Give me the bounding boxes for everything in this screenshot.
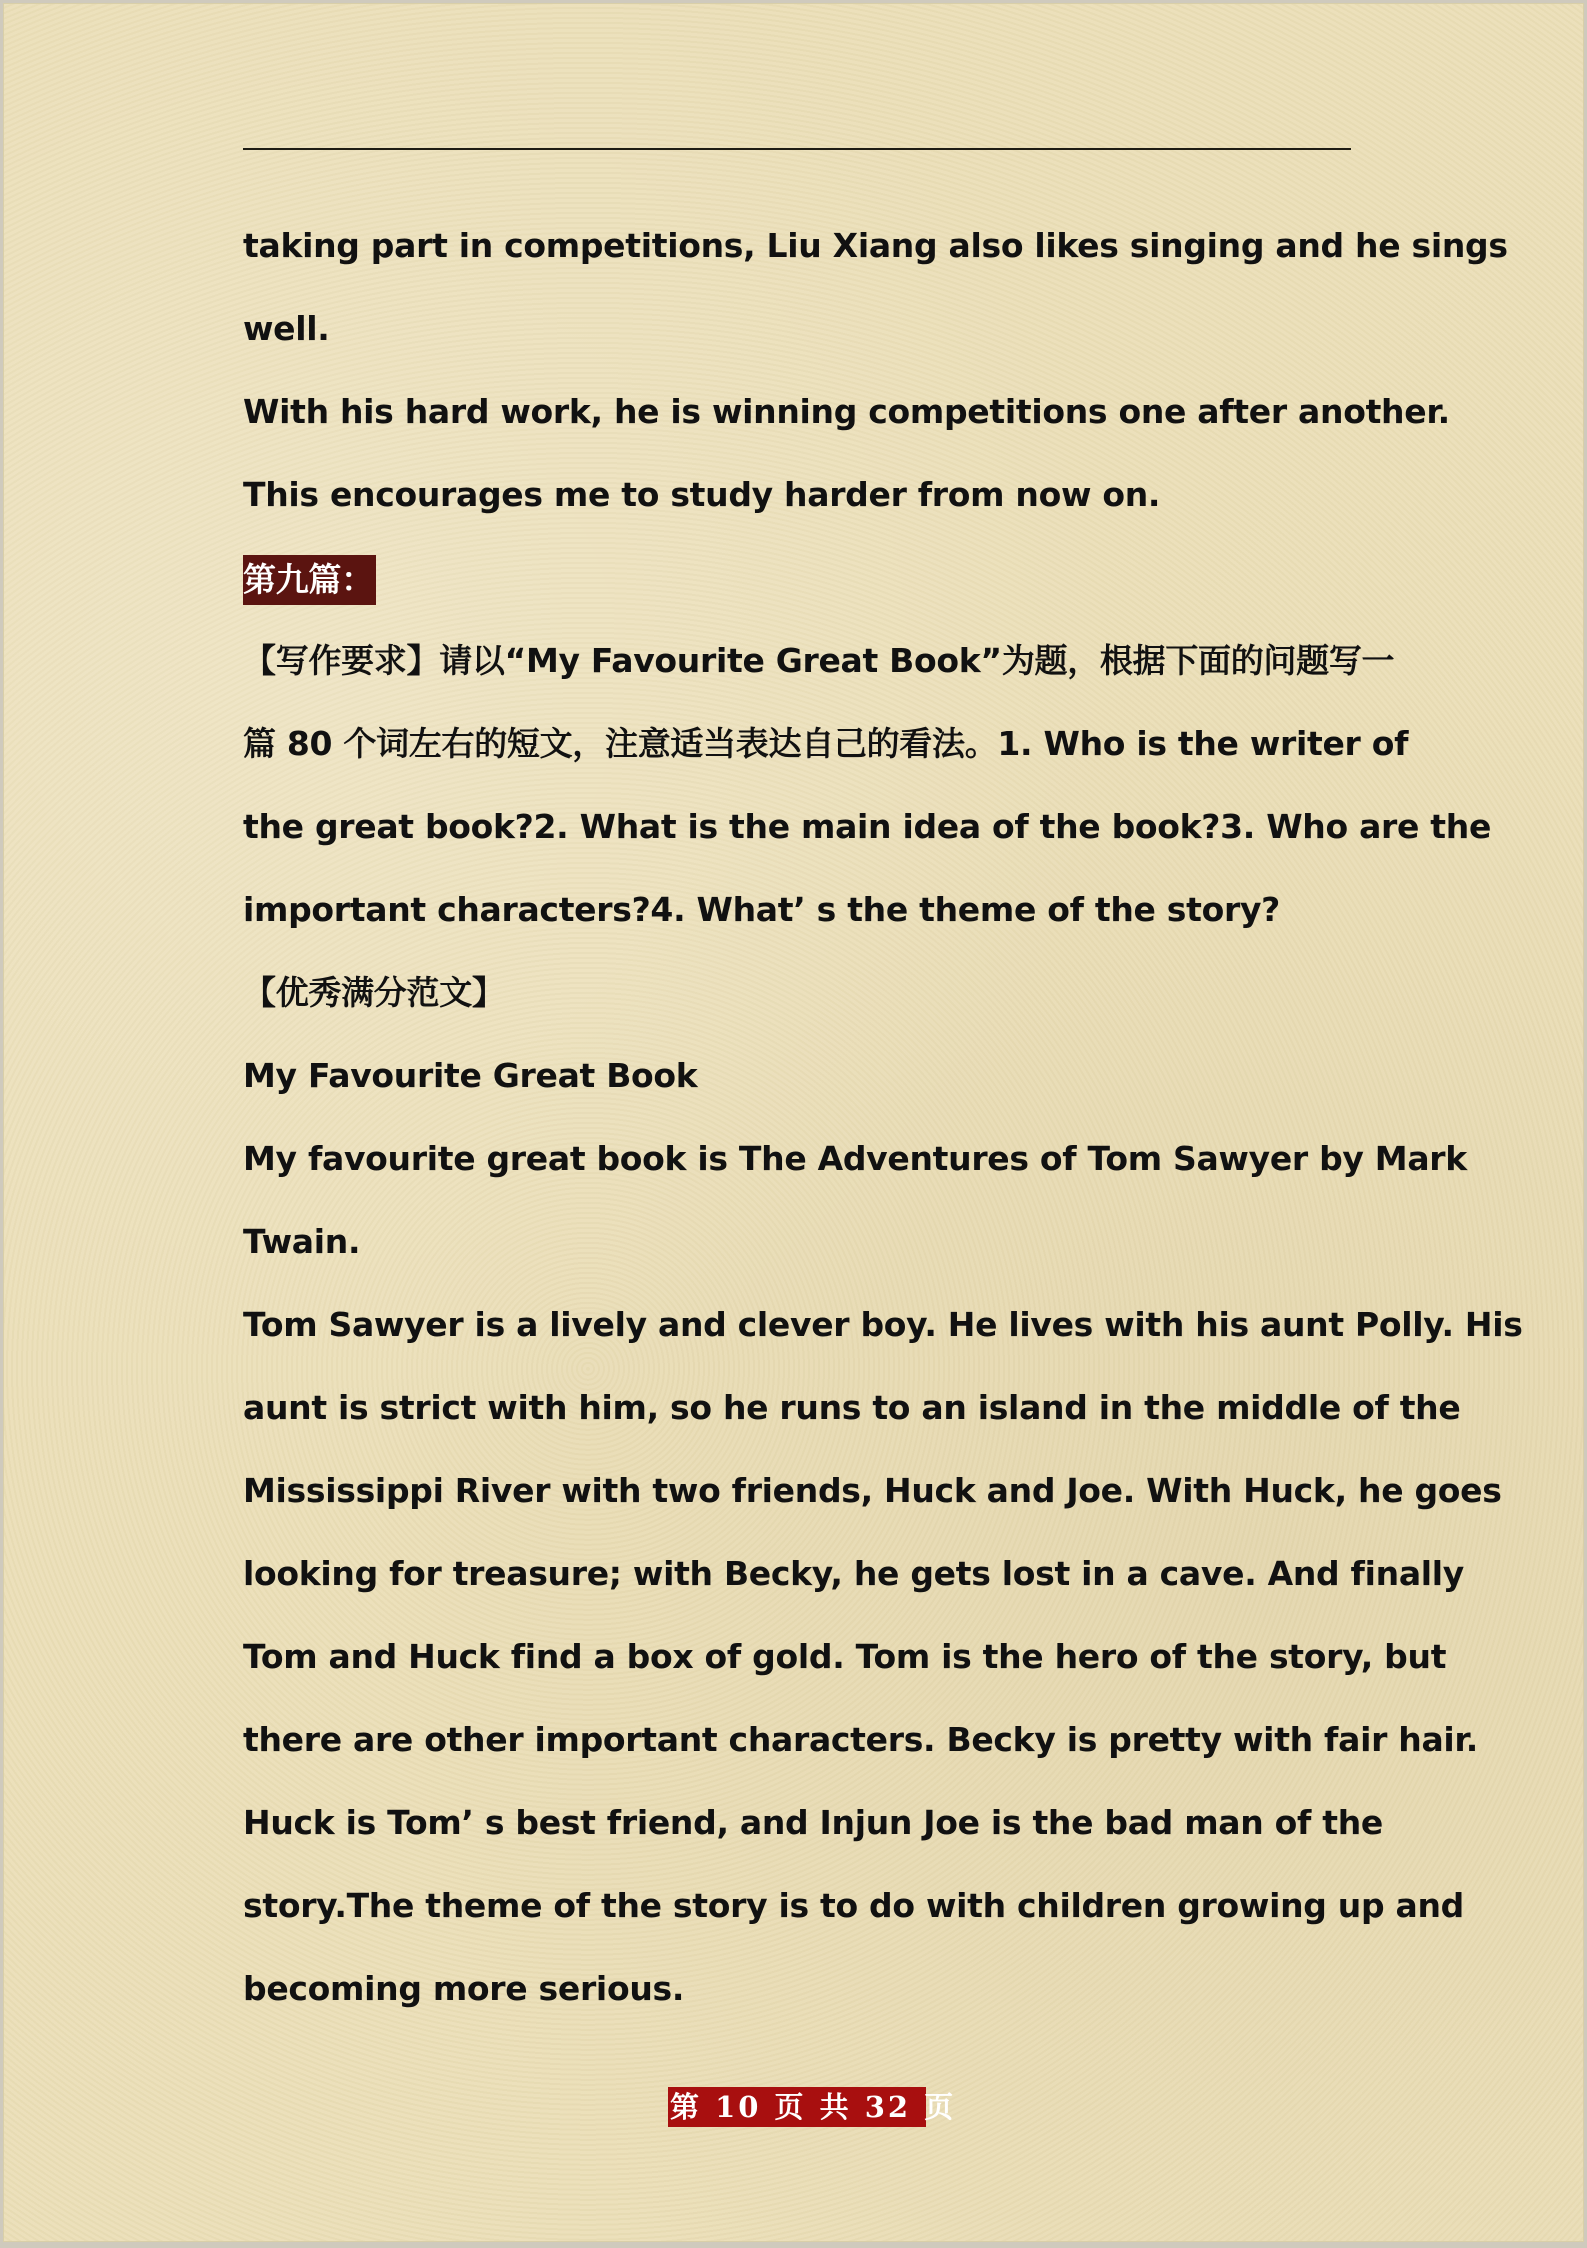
subheading-line: 【优秀满分范文】: [243, 973, 505, 1012]
page-number-footer: 第 10 页 共 32 页: [668, 2087, 926, 2127]
text-line: Mississippi River with two friends, Huck and Joe. With Huck, he goes: [243, 1471, 1502, 1510]
text-line: looking for treasure; with Becky, he gets lost in a cave. And finally: [243, 1554, 1465, 1593]
text-line: there are other important characters. Becky is pretty with fair hair.: [243, 1720, 1478, 1759]
text-line: Twain.: [243, 1222, 361, 1261]
section-heading-line: [243, 536, 1355, 619]
essay-title: My Favourite Great Book: [243, 1056, 698, 1095]
text-line: aunt is strict with him, so he runs to an island in the middle of the: [243, 1388, 1461, 1427]
text-line: 【写作要求】请以“My Favourite Great Book”为题，根据下面的问题写一: [243, 641, 1395, 680]
text-line: Tom Sawyer is a lively and clever boy. He lives with his aunt Polly. His: [243, 1305, 1523, 1344]
text-line: With his hard work, he is winning competitions one after another.: [243, 392, 1450, 431]
text-line: taking part in competitions, Liu Xiang also likes singing and he sings: [243, 226, 1508, 265]
text-line: My favourite great book is The Adventures of Tom Sawyer by Mark: [243, 1139, 1467, 1178]
text-line: story.The theme of the story is to do with children growing up and: [243, 1886, 1464, 1925]
text-line: Huck is Tom’ s best friend, and Injun Joe is the bad man of the: [243, 1803, 1384, 1842]
text-line: Tom and Huck find a box of gold. Tom is the hero of the story, but: [243, 1637, 1447, 1676]
text-line: well.: [243, 309, 330, 348]
text-line: This encourages me to study harder from now on.: [243, 475, 1161, 514]
text-line: 篇 80 个词左右的短文，注意适当表达自己的看法。1. Who is the writer of: [243, 724, 1409, 763]
text-line: important characters?4. What’ s the theme of the story?: [243, 890, 1281, 929]
document-page: [3, 3, 1584, 2242]
section-heading: 第九篇：: [243, 555, 376, 605]
text-line: becoming more serious.: [243, 1969, 685, 2008]
text-line: the great book?2. What is the main idea of the book?3. Who are the: [243, 807, 1492, 846]
page-body: [243, 204, 1523, 2030]
header-rule: [243, 148, 1351, 150]
